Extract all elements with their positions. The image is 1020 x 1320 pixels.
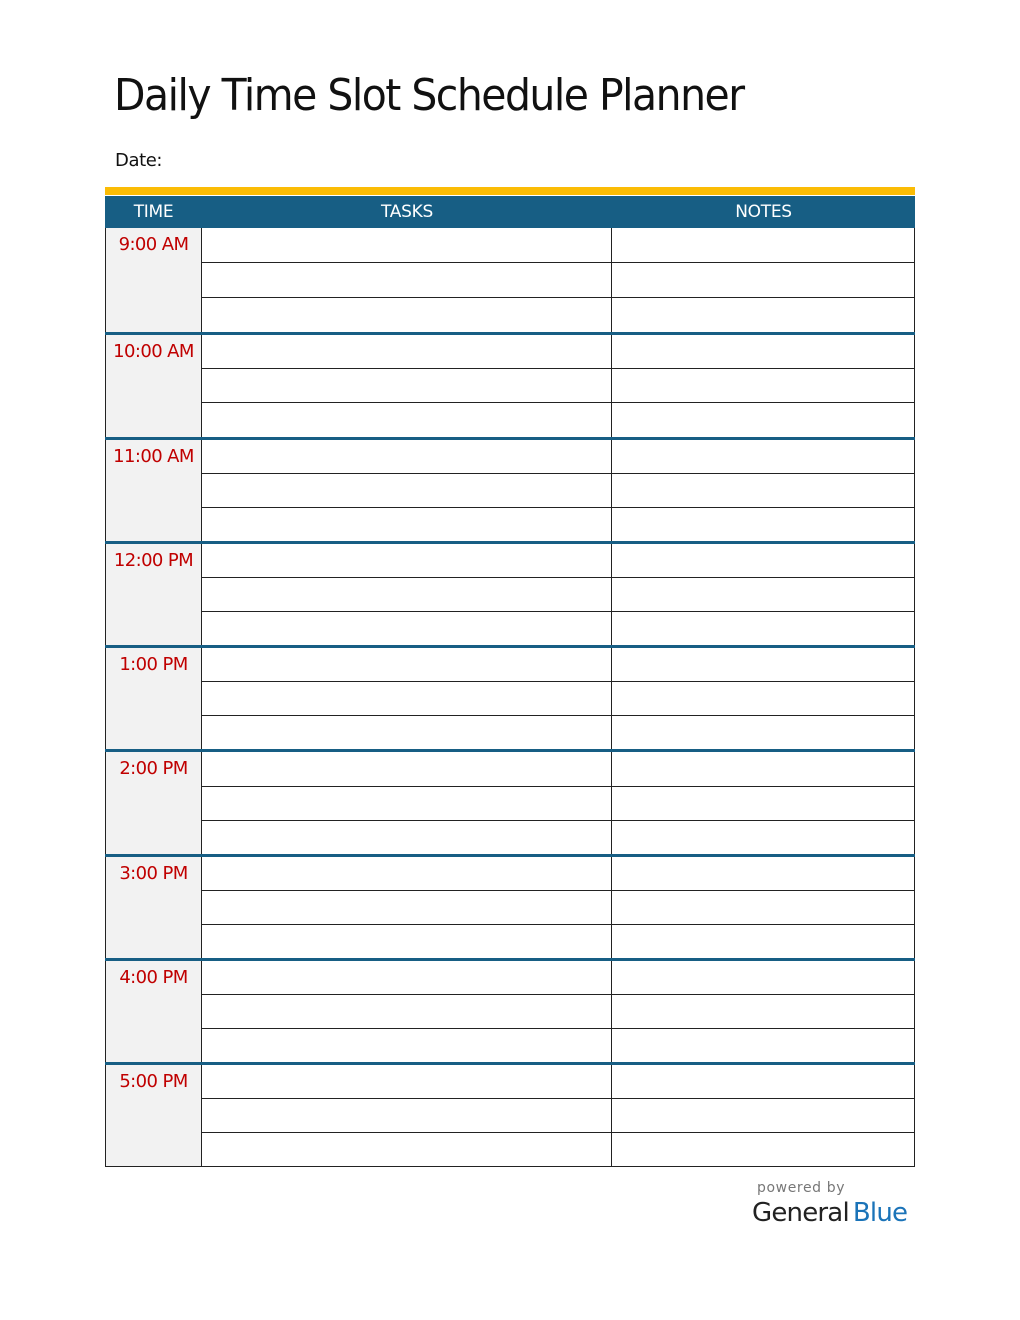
- table-header: [105, 196, 915, 228]
- slot-lines: [202, 440, 915, 541]
- table-row: [202, 995, 915, 1029]
- task-cell[interactable]: [202, 961, 612, 994]
- task-cell[interactable]: [202, 544, 612, 577]
- table-row: [202, 716, 915, 749]
- time-slot: [105, 437, 915, 541]
- time-slot: [105, 1062, 915, 1166]
- note-cell[interactable]: [612, 508, 915, 541]
- task-cell[interactable]: [202, 474, 612, 507]
- date-label: Date:: [115, 150, 163, 171]
- task-cell[interactable]: [202, 995, 612, 1028]
- task-cell[interactable]: [202, 508, 612, 541]
- table-row: [202, 335, 915, 369]
- slot-lines: [202, 752, 915, 853]
- time-slot: [105, 958, 915, 1062]
- slot-time-label: 12:00 PM: [105, 544, 202, 645]
- slot-lines: [202, 228, 915, 332]
- note-cell[interactable]: [612, 891, 915, 924]
- table-row: [202, 578, 915, 612]
- slot-lines: [202, 648, 915, 749]
- note-cell[interactable]: [612, 474, 915, 507]
- task-cell[interactable]: [202, 578, 612, 611]
- slot-lines: [202, 335, 915, 436]
- task-cell[interactable]: [202, 612, 612, 645]
- task-cell[interactable]: [202, 335, 612, 368]
- task-cell[interactable]: [202, 403, 612, 436]
- note-cell[interactable]: [612, 821, 915, 854]
- time-slot: [105, 332, 915, 436]
- table-row: [202, 682, 915, 716]
- time-slots: [105, 228, 915, 1167]
- note-cell[interactable]: [612, 1099, 915, 1132]
- task-cell[interactable]: [202, 298, 612, 332]
- slot-time-label: 4:00 PM: [105, 961, 202, 1062]
- table-row: [202, 612, 915, 645]
- note-cell[interactable]: [612, 369, 915, 402]
- table-row: [202, 263, 915, 298]
- table-row: [202, 440, 915, 474]
- note-cell[interactable]: [612, 228, 915, 262]
- slot-time-label: 5:00 PM: [105, 1065, 202, 1165]
- task-cell[interactable]: [202, 369, 612, 402]
- note-cell[interactable]: [612, 648, 915, 681]
- table-row: [202, 1099, 915, 1133]
- slot-lines: [202, 857, 915, 958]
- table-row: [202, 544, 915, 578]
- table-row: [202, 369, 915, 403]
- slot-time-label: 11:00 AM: [105, 440, 202, 541]
- time-slot: [105, 645, 915, 749]
- brand-blue: Blue: [852, 1198, 908, 1228]
- task-cell[interactable]: [202, 752, 612, 785]
- task-cell[interactable]: [202, 1099, 612, 1132]
- note-cell[interactable]: [612, 578, 915, 611]
- note-cell[interactable]: [612, 263, 915, 297]
- note-cell[interactable]: [612, 925, 915, 958]
- table-row: [202, 787, 915, 821]
- note-cell[interactable]: [612, 857, 915, 890]
- note-cell[interactable]: [612, 612, 915, 645]
- schedule-table: [105, 196, 915, 1167]
- task-cell[interactable]: [202, 440, 612, 473]
- table-row: [202, 857, 915, 891]
- task-cell[interactable]: [202, 787, 612, 820]
- task-cell[interactable]: [202, 821, 612, 854]
- time-slot: [105, 749, 915, 853]
- task-cell[interactable]: [202, 716, 612, 749]
- slot-time-label: 9:00 AM: [105, 228, 202, 332]
- task-cell[interactable]: [202, 891, 612, 924]
- table-row: [202, 403, 915, 436]
- table-row: [202, 961, 915, 995]
- header-notes: NOTES: [735, 202, 792, 222]
- task-cell[interactable]: [202, 682, 612, 715]
- table-row: [202, 925, 915, 958]
- table-row: [202, 1029, 915, 1062]
- note-cell[interactable]: [612, 995, 915, 1028]
- table-row: [202, 648, 915, 682]
- time-slot: [105, 228, 915, 332]
- table-row: [202, 1065, 915, 1099]
- note-cell[interactable]: [612, 716, 915, 749]
- table-row: [202, 821, 915, 854]
- table-row: [202, 228, 915, 263]
- time-slot: [105, 854, 915, 958]
- slot-time-label: 3:00 PM: [105, 857, 202, 958]
- note-cell[interactable]: [612, 298, 915, 332]
- slot-lines: [202, 544, 915, 645]
- slot-time-label: 2:00 PM: [105, 752, 202, 853]
- table-row: [202, 474, 915, 508]
- note-cell[interactable]: [612, 1133, 915, 1166]
- table-row: [202, 752, 915, 786]
- task-cell[interactable]: [202, 1029, 612, 1062]
- time-slot: [105, 541, 915, 645]
- table-row: [202, 298, 915, 332]
- header-tasks: TASKS: [381, 202, 433, 222]
- table-row: [202, 891, 915, 925]
- note-cell[interactable]: [612, 961, 915, 994]
- slot-lines: [202, 961, 915, 1062]
- note-cell[interactable]: [612, 787, 915, 820]
- slot-time-label: 1:00 PM: [105, 648, 202, 749]
- note-cell[interactable]: [612, 440, 915, 473]
- note-cell[interactable]: [612, 1065, 915, 1098]
- powered-by-text: powered by: [757, 1180, 846, 1196]
- task-cell[interactable]: [202, 228, 612, 262]
- header-time: TIME: [133, 202, 174, 222]
- footer-branding: [752, 1180, 912, 1228]
- note-cell[interactable]: [612, 1029, 915, 1062]
- task-cell[interactable]: [202, 1065, 612, 1098]
- accent-bar: [105, 187, 915, 195]
- brand-general: General: [752, 1198, 849, 1228]
- note-cell[interactable]: [612, 403, 915, 436]
- page-title: Daily Time Slot Schedule Planner: [114, 70, 744, 121]
- note-cell[interactable]: [612, 335, 915, 368]
- table-row: [202, 1133, 915, 1166]
- note-cell[interactable]: [612, 752, 915, 785]
- task-cell[interactable]: [202, 263, 612, 297]
- task-cell[interactable]: [202, 648, 612, 681]
- table-row: [202, 508, 915, 541]
- note-cell[interactable]: [612, 682, 915, 715]
- task-cell[interactable]: [202, 1133, 612, 1166]
- task-cell[interactable]: [202, 925, 612, 958]
- brand-logo: [752, 1198, 912, 1228]
- task-cell[interactable]: [202, 857, 612, 890]
- slot-lines: [202, 1065, 915, 1165]
- note-cell[interactable]: [612, 544, 915, 577]
- slot-time-label: 10:00 AM: [105, 335, 202, 436]
